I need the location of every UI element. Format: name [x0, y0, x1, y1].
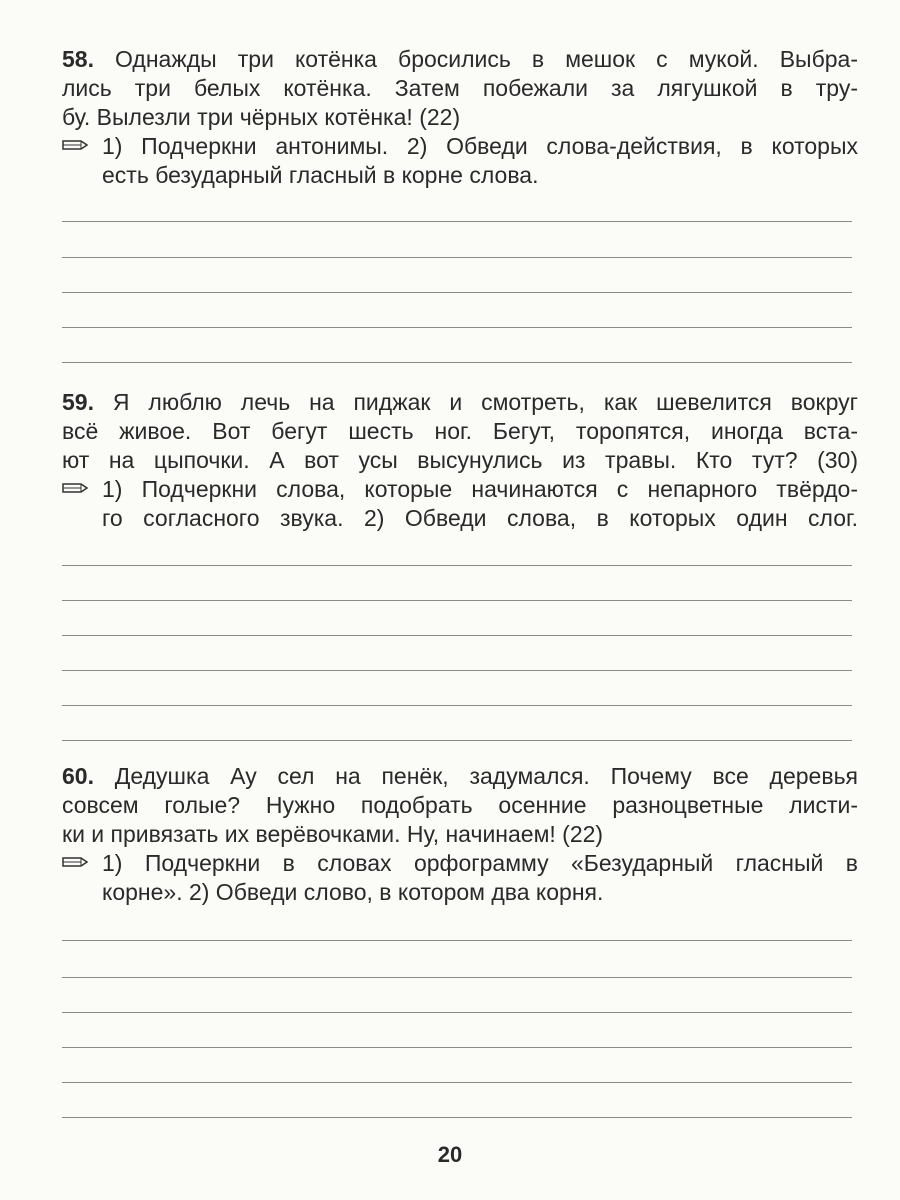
task-text: Я люблю лечь на пиджак и смотреть, как шевелится вокруг — [112, 389, 859, 415]
task-text: всё живое. Вот бегут шесть ног. Бегут, торопятся, иногда вста- — [62, 418, 858, 444]
answer-line[interactable] — [62, 1047, 852, 1048]
answer-line[interactable] — [62, 635, 852, 636]
answer-line[interactable] — [62, 362, 852, 363]
pencil-icon — [62, 856, 88, 868]
answer-line[interactable] — [62, 327, 852, 328]
pencil-icon — [62, 139, 88, 151]
instruction: 1) Подчеркни антонимы. 2) Обведи слова-действия, в которых — [62, 132, 858, 161]
answer-line[interactable] — [62, 1082, 852, 1083]
task-text: Однажды три котёнка бросились в мешок с мукой. Выбра- — [115, 46, 858, 72]
answer-line[interactable] — [62, 600, 852, 601]
answer-line[interactable] — [62, 670, 852, 671]
task-text: лись три белых котёнка. Затем побежали за лягушкой в тру- — [62, 75, 858, 101]
answer-line[interactable] — [62, 977, 852, 978]
answer-line[interactable] — [62, 1012, 852, 1013]
pencil-icon — [62, 482, 88, 494]
answer-line[interactable] — [62, 292, 852, 293]
task-text: ки и привязать их верёвочками. Ну, начинаем! (22) — [62, 821, 604, 847]
task-59 — [62, 388, 858, 533]
instruction: корне». 2) Обведи слово, в котором два корня. — [102, 879, 604, 905]
task-text: Дедушка Ау сел на пенёк, задумался. Почему все деревья — [114, 763, 859, 789]
task-58 — [62, 45, 858, 190]
task-text: совсем голые? Нужно подобрать осенние разноцветные листи- — [62, 792, 858, 818]
instruction: есть безударный гласный в корне слова. — [102, 162, 539, 188]
answer-line[interactable] — [62, 257, 852, 258]
task-number: 60. — [62, 763, 94, 789]
instruction: го согласного звука. 2) Обведи слова, в которых один слог. — [102, 505, 858, 531]
task-60 — [62, 762, 858, 907]
task-text: ют на цыпочки. А вот усы высунулись из травы. Кто тут? (30) — [62, 447, 858, 473]
instruction: 1) Подчеркни слова, которые начинаются с непарного твёрдо- — [62, 475, 858, 504]
answer-line[interactable] — [62, 565, 852, 566]
task-number: 59. — [62, 389, 94, 415]
answer-line[interactable] — [62, 705, 852, 706]
task-number: 58. — [62, 46, 94, 72]
page-number: 20 — [437, 1142, 463, 1167]
answer-line[interactable] — [62, 1117, 852, 1118]
answer-line[interactable] — [62, 221, 852, 222]
answer-line[interactable] — [62, 740, 852, 741]
instruction: 1) Подчеркни в словах орфограмму «Безударный гласный в — [62, 849, 858, 878]
task-text: бу. Вылезли три чёрных котёнка! (22) — [62, 104, 461, 130]
answer-line[interactable] — [62, 940, 852, 941]
